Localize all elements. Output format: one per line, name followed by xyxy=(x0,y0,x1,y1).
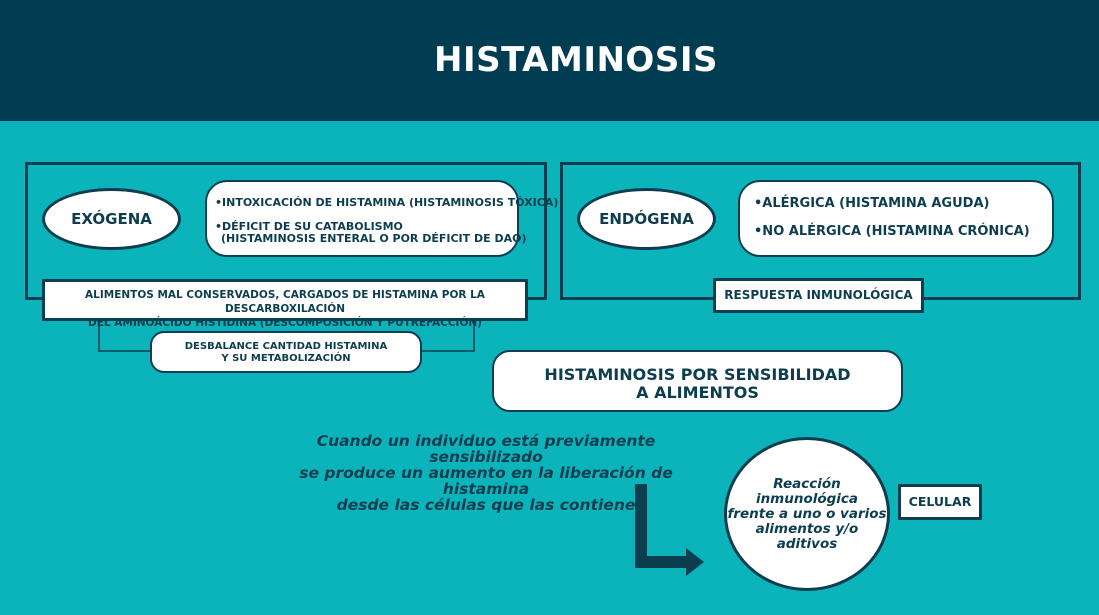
exogena-bullets-box xyxy=(205,180,559,257)
sensibilidad-box xyxy=(492,350,903,412)
reaction-line-2: inmunológica xyxy=(755,490,859,507)
exogena-cause-box xyxy=(42,279,528,329)
exogena-cause-line-1: ALIMENTOS MAL CONSERVADOS, CARGADOS DE HISTAMINA POR LA DESCARBOXILACIÓN xyxy=(85,289,485,315)
reaction-line-1: Reacción xyxy=(773,475,841,492)
exogena-bullet-1: •INTOXICACIÓN DE HISTAMINA (HISTAMINOSIS TÓXICA) xyxy=(215,196,559,209)
explanation-line-2: se produce un aumento en la liberación de histamina xyxy=(299,464,673,498)
reaction-line-4: alimentos y/o xyxy=(755,520,859,537)
exogena-oval: EXÓGENA xyxy=(42,188,181,250)
imbalance-box xyxy=(150,331,422,373)
explanation-text xyxy=(262,433,710,513)
exogena-cause-line-2: DEL AMINOÁCIDO HISTIDINA (DESCOMPOSICIÓN Y PUTREFACCIÓN) xyxy=(88,317,482,329)
page-title: HISTAMINOSIS xyxy=(434,40,718,80)
imbalance-line-2: Y SU METABOLIZACIÓN xyxy=(221,353,351,364)
explanation-line-1: Cuando un individuo está previamente sensibilizado xyxy=(316,432,656,466)
reaction-circle xyxy=(724,437,890,591)
exogena-bullet-2-detail: (HISTAMINOSIS ENTERAL O POR DÉFICIT DE DAO) xyxy=(221,232,527,245)
l-arrow-head xyxy=(686,548,704,576)
endogena-bullets-box xyxy=(738,180,1054,257)
endogena-oval: ENDÓGENA xyxy=(577,188,716,250)
endogena-bullet-2: •NO ALÉRGICA (HISTAMINA CRÓNICA) xyxy=(754,224,1030,239)
imbalance-line-1: DESBALANCE CANTIDAD HISTAMINA xyxy=(184,341,388,352)
endogena-bullet-1: •ALÉRGICA (HISTAMINA AGUDA) xyxy=(754,196,990,211)
sensibilidad-line-1: HISTAMINOSIS POR SENSIBILIDAD xyxy=(544,365,851,384)
exogena-bullet-2: •DÉFICIT DE SU CATABOLISMO xyxy=(215,220,403,233)
celular-box: CELULAR xyxy=(898,484,982,520)
sensibilidad-line-2: A ALIMENTOS xyxy=(636,383,759,402)
reaction-line-5: aditivos xyxy=(776,535,838,552)
response-box: RESPUESTA INMUNOLÓGICA xyxy=(713,278,924,313)
explanation-line-3: desde las células que las contiene xyxy=(336,496,636,514)
reaction-line-3: frente a uno o varios xyxy=(727,505,887,522)
